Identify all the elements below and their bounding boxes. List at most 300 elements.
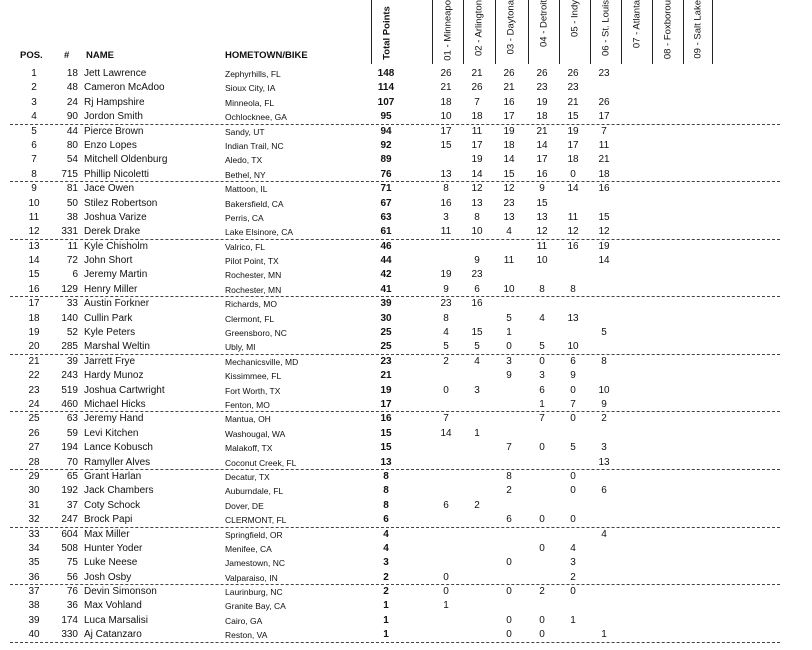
rider-name-cell: Phillip Nicoletti: [84, 168, 150, 180]
round-points-cell: 26: [536, 68, 548, 79]
round-points-cell: 0: [443, 586, 449, 598]
round-points-cell: 14: [471, 168, 483, 180]
rider-name-cell: Jace Owen: [84, 183, 135, 195]
hometown-cell: Jamestown, NC: [225, 558, 285, 569]
total-points-cell: 61: [380, 226, 392, 238]
col-header-total-points: [371, 0, 401, 64]
hometown-cell: Sioux City, IA: [225, 83, 276, 94]
table-row: [10, 628, 780, 642]
table-row: [10, 254, 780, 268]
bike-number-cell: 508: [61, 542, 78, 554]
table-row: [10, 197, 780, 211]
round-points-cell: 1: [539, 398, 545, 410]
bike-number-cell: 460: [61, 398, 78, 410]
position-cell: 37: [28, 586, 40, 598]
round-points-cell: 18: [598, 168, 610, 180]
table-row: [10, 297, 780, 311]
rider-name-cell: Grant Harlan: [84, 470, 142, 482]
table-row: [10, 398, 780, 412]
rider-name-cell: Jeremy Martin: [84, 269, 148, 281]
round-points-cell: 10: [536, 255, 548, 267]
bike-number-cell: 194: [61, 442, 78, 454]
round-points-cell: 0: [506, 341, 512, 353]
round-points-cell: 5: [443, 341, 449, 353]
table-row: [10, 412, 780, 426]
round-points-cell: 9: [443, 283, 449, 295]
round-points-cell: 23: [471, 269, 483, 281]
bike-number-cell: 192: [61, 485, 78, 497]
round-points-cell: 4: [474, 355, 480, 367]
total-points-cell: 63: [380, 211, 392, 223]
position-cell: 17: [28, 298, 40, 310]
round-points-cell: 10: [598, 384, 610, 396]
round-points-cell: 6: [570, 355, 576, 367]
table-row: [10, 312, 780, 326]
bike-number-cell: 80: [66, 139, 78, 151]
table-row: [10, 283, 780, 297]
rider-name-cell: Max Vohland: [84, 600, 142, 612]
table-row: [10, 110, 780, 124]
rider-name-cell: Brock Papi: [84, 514, 133, 526]
round-points-cell: 7: [474, 96, 480, 108]
hometown-cell: Laurinburg, NC: [225, 587, 283, 598]
round-points-cell: 8: [443, 183, 449, 195]
bike-number-cell: 75: [66, 557, 78, 569]
total-points-cell: 71: [380, 183, 392, 195]
round-points-cell: 0: [570, 470, 576, 482]
hometown-cell: Auburndale, FL: [225, 486, 284, 497]
hometown-cell: Pilot Point, TX: [225, 256, 279, 267]
rider-name-cell: Derek Drake: [84, 226, 141, 238]
hometown-cell: Mantua, OH: [225, 414, 271, 425]
hometown-cell: Dover, DE: [225, 500, 264, 511]
table-row: [10, 225, 780, 239]
hometown-cell: Valrico, FL: [225, 241, 265, 252]
bike-number-cell: 140: [61, 312, 78, 324]
round-points-cell: 8: [601, 355, 607, 367]
position-cell: 31: [28, 499, 40, 511]
rider-name-cell: Hardy Munoz: [84, 370, 144, 382]
round-points-cell: 3: [443, 211, 449, 223]
position-cell: 32: [28, 514, 40, 526]
total-points-cell: 17: [380, 398, 392, 410]
bike-number-cell: 63: [66, 413, 78, 425]
round-points-cell: 13: [536, 211, 548, 223]
rider-name-cell: Josh Osby: [84, 571, 132, 583]
table-row: [10, 614, 780, 628]
round-points-cell: 8: [443, 312, 449, 324]
round-points-cell: 0: [570, 413, 576, 425]
position-cell: 23: [28, 384, 40, 396]
round-points-cell: 0: [570, 384, 576, 396]
position-cell: 9: [31, 183, 37, 195]
total-points-cell: 19: [380, 384, 392, 396]
hometown-cell: Kissimmee, FL: [225, 371, 282, 382]
round-points-cell: 3: [539, 370, 545, 382]
bike-number-cell: 76: [66, 586, 78, 598]
rider-name-cell: Joshua Varize: [84, 211, 147, 223]
table-row: [10, 441, 780, 455]
round-label: 02 - Arlington: [473, 0, 484, 56]
round-points-cell: 6: [443, 499, 449, 511]
round-points-cell: 16: [503, 96, 515, 108]
total-points-cell: 114: [377, 82, 395, 94]
position-cell: 18: [28, 312, 40, 324]
round-points-cell: 16: [440, 197, 452, 209]
round-points-cell: 13: [598, 456, 610, 468]
round-points-cell: 7: [506, 442, 512, 454]
table-row: [10, 470, 780, 484]
round-points-cell: 1: [443, 600, 449, 612]
bike-number-cell: 38: [66, 211, 78, 223]
hometown-cell: Coconut Creek, FL: [225, 457, 297, 468]
position-cell: 3: [31, 96, 37, 108]
rider-name-cell: Mitchell Oldenburg: [84, 154, 168, 166]
round-points-cell: 26: [471, 82, 483, 94]
round-points-cell: 23: [503, 197, 515, 209]
position-cell: 34: [28, 542, 40, 554]
rider-name-cell: Enzo Lopes: [84, 139, 137, 151]
bike-number-cell: 36: [66, 600, 78, 612]
col-header-round-3: [495, 0, 525, 64]
round-points-cell: 21: [598, 154, 610, 166]
rider-name-cell: Rj Hampshire: [84, 96, 145, 108]
table-row: [10, 456, 780, 470]
round-points-cell: 10: [503, 283, 515, 295]
hometown-cell: Mattoon, IL: [225, 184, 268, 195]
bike-number-cell: 81: [66, 183, 78, 195]
hometown-cell: Cairo, GA: [225, 615, 263, 626]
round-points-cell: 26: [598, 96, 610, 108]
col-header-pos: POS.: [20, 50, 43, 61]
total-points-cell: 92: [380, 139, 392, 151]
round-points-cell: 11: [440, 226, 452, 238]
round-points-cell: 14: [536, 139, 548, 151]
position-cell: 39: [28, 614, 40, 626]
round-points-cell: 1: [601, 629, 607, 641]
round-points-cell: 2: [474, 499, 480, 511]
col-header-round-7: [621, 0, 651, 64]
bike-number-cell: 54: [66, 154, 78, 166]
round-points-cell: 7: [601, 125, 607, 137]
rider-name-cell: Jordon Smith: [84, 111, 143, 123]
total-points-cell: 8: [383, 499, 389, 511]
position-cell: 38: [28, 600, 40, 612]
round-points-cell: 19: [536, 96, 548, 108]
position-cell: 24: [28, 398, 40, 410]
round-points-cell: 10: [471, 226, 483, 238]
hometown-cell: Clermont, FL: [225, 313, 275, 324]
bike-number-cell: 33: [66, 298, 78, 310]
rider-name-cell: Jeremy Hand: [84, 413, 144, 425]
rider-name-cell: Jarrett Frye: [84, 355, 136, 367]
round-points-cell: 4: [506, 226, 512, 238]
table-row: [10, 355, 780, 369]
hometown-cell: Indian Trail, NC: [225, 140, 284, 151]
position-cell: 26: [28, 427, 40, 439]
hometown-cell: Granite Bay, CA: [225, 601, 286, 612]
total-points-cell: 25: [380, 341, 392, 353]
table-row: [10, 528, 780, 542]
round-points-cell: 15: [567, 111, 579, 123]
rider-name-cell: Henry Miller: [84, 283, 138, 295]
round-points-cell: 17: [536, 154, 548, 166]
round-points-cell: 18: [536, 111, 548, 123]
hometown-cell: Lake Elsinore, CA: [225, 227, 294, 238]
position-cell: 12: [28, 226, 40, 238]
round-points-cell: 19: [598, 240, 610, 252]
table-row: [10, 182, 780, 196]
round-points-cell: 3: [601, 442, 607, 454]
rider-name-cell: Cameron McAdoo: [84, 82, 165, 94]
hometown-cell: Bakersfield, CA: [225, 198, 284, 209]
round-points-cell: 0: [443, 384, 449, 396]
round-points-cell: 1: [570, 614, 576, 626]
round-points-cell: 4: [601, 528, 607, 540]
round-points-cell: 11: [503, 255, 515, 267]
round-points-cell: 12: [567, 226, 579, 238]
table-row: [10, 499, 780, 513]
col-header-round-8: [652, 0, 682, 64]
round-points-cell: 9: [539, 183, 545, 195]
rider-name-cell: Marshal Weltin: [84, 341, 150, 353]
hometown-cell: Sandy, UT: [225, 126, 265, 137]
hometown-cell: Springfield, OR: [225, 529, 283, 540]
round-points-cell: 5: [474, 341, 480, 353]
table-row: [10, 153, 780, 167]
hometown-cell: Mechanicsville, MD: [225, 356, 299, 367]
round-points-cell: 9: [570, 370, 576, 382]
hometown-cell: Ubly, MI: [225, 342, 256, 353]
round-points-cell: 13: [440, 168, 452, 180]
round-points-cell: 7: [443, 413, 449, 425]
bike-number-cell: 24: [66, 96, 78, 108]
round-points-cell: 7: [539, 413, 545, 425]
position-cell: 28: [28, 456, 40, 468]
table-row: [10, 139, 780, 153]
round-points-cell: 15: [536, 197, 548, 209]
round-points-cell: 26: [440, 68, 452, 79]
total-points-cell: 8: [383, 470, 389, 482]
round-label: 08 - Foxborou: [662, 0, 673, 60]
round-points-cell: 0: [506, 586, 512, 598]
hometown-cell: Zephyrhills, FL: [225, 69, 281, 79]
bike-number-cell: 174: [61, 614, 78, 626]
round-points-cell: 3: [474, 384, 480, 396]
rider-name-cell: Cullin Park: [84, 312, 133, 324]
bike-number-cell: 70: [66, 456, 78, 468]
round-points-cell: 8: [506, 470, 512, 482]
total-points-cell: 3: [383, 557, 389, 569]
hometown-cell: Reston, VA: [225, 630, 268, 641]
round-points-cell: 8: [570, 283, 576, 295]
round-points-cell: 0: [539, 614, 545, 626]
round-label: 09 - Salt Lake: [692, 0, 704, 59]
col-header-round-6: [590, 0, 620, 64]
round-points-cell: 11: [536, 240, 548, 252]
round-label: 04 - Detroit: [538, 0, 549, 47]
round-points-cell: 11: [567, 211, 579, 223]
hometown-cell: Washougal, WA: [225, 428, 286, 439]
round-points-cell: 6: [506, 514, 512, 526]
round-points-cell: 2: [443, 355, 449, 367]
table-row: [10, 484, 780, 498]
rider-name-cell: Joshua Cartwright: [84, 384, 165, 396]
round-points-cell: 0: [539, 514, 545, 526]
position-cell: 21: [28, 355, 40, 367]
round-points-cell: 0: [506, 629, 512, 641]
table-row: [10, 211, 780, 225]
hometown-cell: Aledo, TX: [225, 155, 263, 166]
round-points-cell: 15: [440, 139, 452, 151]
round-points-cell: 3: [570, 557, 576, 569]
position-cell: 10: [28, 197, 40, 209]
bike-number-cell: 39: [66, 355, 78, 367]
round-label: 06 - St. Louis: [600, 0, 611, 56]
hometown-cell: Rochester, MN: [225, 270, 282, 281]
position-cell: 15: [28, 269, 40, 281]
round-points-cell: 18: [440, 96, 452, 108]
round-points-cell: 21: [503, 82, 515, 94]
position-cell: 16: [28, 283, 40, 295]
table-row: [10, 599, 780, 613]
position-cell: 19: [28, 327, 40, 339]
total-points-cell: 76: [380, 168, 392, 180]
position-cell: 33: [28, 528, 40, 540]
round-points-cell: 0: [506, 614, 512, 626]
bike-number-cell: 11: [67, 240, 78, 252]
round-points-cell: 26: [503, 68, 515, 79]
rider-name-cell: Michael Hicks: [84, 398, 146, 410]
round-points-cell: 0: [539, 542, 545, 554]
round-points-cell: 5: [601, 327, 607, 339]
hometown-cell: Greensboro, NC: [225, 328, 287, 339]
table-row: [10, 240, 780, 254]
bike-number-cell: 6: [72, 269, 78, 281]
standings-table: [10, 67, 780, 643]
table-row: [10, 513, 780, 527]
position-cell: 11: [28, 211, 40, 223]
bike-number-cell: 519: [61, 384, 78, 396]
bike-number-cell: 59: [66, 427, 78, 439]
bike-number-cell: 90: [66, 111, 78, 123]
total-points-cell: 94: [380, 125, 392, 137]
round-points-cell: 17: [440, 125, 452, 137]
rider-name-cell: Stilez Robertson: [84, 197, 158, 209]
table-row: [10, 326, 780, 340]
round-points-cell: 0: [539, 629, 545, 641]
position-cell: 35: [28, 557, 40, 569]
round-label: 07 - Atlanta: [631, 0, 642, 49]
position-cell: 30: [28, 485, 40, 497]
hometown-cell: CLERMONT, FL: [225, 515, 287, 526]
round-points-cell: 10: [440, 111, 452, 123]
total-points-cell: 1: [383, 614, 389, 626]
hometown-cell: Richards, MO: [225, 299, 277, 310]
total-points-cell: 13: [380, 456, 392, 468]
bike-number-cell: 604: [61, 528, 78, 540]
rider-name-cell: Jett Lawrence: [84, 68, 147, 79]
hometown-cell: Valparaiso, IN: [225, 572, 278, 583]
round-points-cell: 17: [503, 111, 515, 123]
rider-name-cell: John Short: [84, 255, 133, 267]
rider-name-cell: Pierce Brown: [84, 125, 144, 137]
total-points-cell: 46: [380, 240, 392, 252]
round-points-cell: 0: [570, 168, 576, 180]
col-header-round-9: [683, 0, 713, 64]
round-points-cell: 1: [474, 427, 480, 439]
round-points-cell: 7: [570, 398, 576, 410]
rider-name-cell: Coty Schock: [84, 499, 141, 511]
round-points-cell: 0: [443, 571, 449, 583]
total-points-cell: 15: [380, 442, 392, 454]
bike-number-cell: 56: [66, 571, 78, 583]
bike-number-cell: 65: [66, 470, 78, 482]
round-points-cell: 9: [601, 398, 607, 410]
table-row: [10, 427, 780, 441]
round-points-cell: 2: [601, 413, 607, 425]
round-points-cell: 19: [503, 125, 515, 137]
round-points-cell: 2: [539, 586, 545, 598]
round-points-cell: 3: [506, 355, 512, 367]
round-points-cell: 15: [598, 211, 610, 223]
round-points-cell: 23: [567, 82, 579, 94]
total-points-cell: 67: [380, 197, 392, 209]
bike-number-cell: 44: [66, 125, 78, 137]
position-cell: 25: [28, 413, 40, 425]
table-row: [10, 67, 780, 81]
round-points-cell: 15: [503, 168, 515, 180]
round-points-cell: 13: [503, 211, 515, 223]
rider-name-cell: Kyle Peters: [84, 327, 136, 339]
round-points-cell: 4: [539, 312, 545, 324]
rider-name-cell: Ramyller Alves: [84, 456, 151, 468]
table-row: [10, 369, 780, 383]
round-points-cell: 13: [567, 312, 579, 324]
round-points-cell: 4: [570, 542, 576, 554]
round-points-cell: 11: [598, 139, 610, 151]
total-points-cell: 89: [380, 154, 392, 166]
round-points-cell: 6: [601, 485, 607, 497]
round-points-cell: 16: [598, 183, 610, 195]
bike-number-cell: 331: [61, 226, 78, 238]
table-row: [10, 268, 780, 282]
total-points-cell: 44: [380, 255, 392, 267]
bike-number-cell: 715: [61, 168, 78, 180]
total-points-cell: 1: [383, 629, 389, 641]
round-points-cell: 6: [539, 384, 545, 396]
col-header-round-1: [432, 0, 462, 64]
round-points-cell: 21: [567, 96, 579, 108]
table-row: [10, 168, 780, 182]
round-points-cell: 15: [471, 327, 483, 339]
col-header-number: #: [64, 50, 70, 61]
round-label: 05 - Indy: [569, 0, 580, 37]
rider-name-cell: Max Miller: [84, 528, 130, 540]
hometown-cell: Minneola, FL: [225, 97, 275, 108]
position-cell: 5: [31, 125, 37, 137]
table-row: [10, 571, 780, 585]
round-points-cell: 16: [471, 298, 483, 310]
bike-number-cell: 37: [66, 499, 78, 511]
position-cell: 14: [28, 255, 40, 267]
round-points-cell: 2: [506, 485, 512, 497]
hometown-cell: Menifee, CA: [225, 543, 272, 554]
hometown-cell: Malakoff, TX: [225, 443, 273, 454]
round-points-cell: 23: [440, 298, 452, 310]
round-points-cell: 10: [567, 341, 579, 353]
col-header-round-5: [559, 0, 589, 64]
